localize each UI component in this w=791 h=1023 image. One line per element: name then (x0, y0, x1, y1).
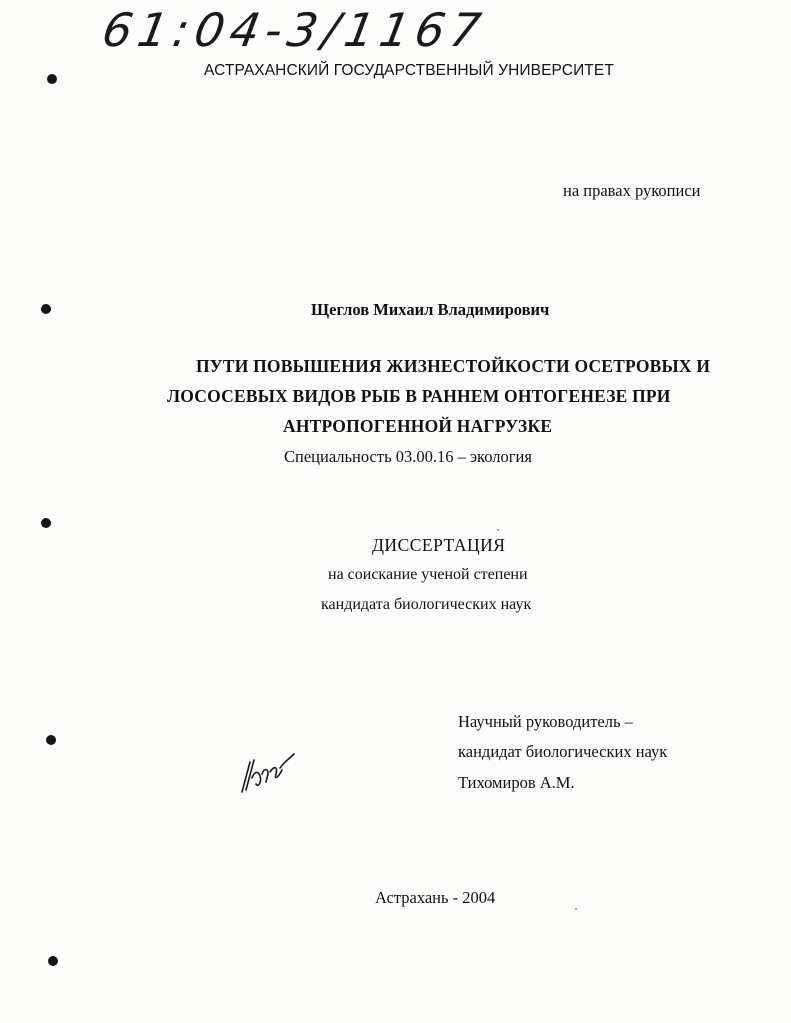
supervisor-line: Научный руководитель – (458, 712, 633, 731)
university-name: АСТРАХАНСКИЙ ГОСУДАРСТВЕННЫЙ УНИВЕРСИТЕТ (204, 62, 614, 79)
scan-speck (497, 529, 499, 531)
signature (236, 748, 298, 796)
punch-hole (41, 304, 51, 314)
degree-line: на соискание ученой степени (328, 566, 528, 583)
punch-hole (41, 518, 51, 528)
dissertation-label: ДИССЕРТАЦИЯ (372, 535, 506, 555)
supervisor-line: кандидат биологических наук (458, 742, 668, 761)
supervisor-line: Тихомиров А.М. (458, 773, 575, 792)
punch-hole (48, 956, 58, 966)
scan-speck (575, 908, 577, 910)
signature-mark (236, 748, 298, 796)
specialty: Специальность 03.00.16 – экология (284, 447, 532, 466)
degree-line: кандидата биологических наук (321, 596, 532, 613)
archive-code (104, 2, 484, 54)
punch-hole (46, 735, 56, 745)
thesis-title-line: АНТРОПОГЕННОЙ НАГРУЗКЕ (283, 416, 553, 436)
archive-code-text: 61:04-3/1167 (104, 3, 484, 54)
manuscript-note: на правах рукописи (563, 181, 701, 200)
punch-hole (47, 74, 57, 84)
archive-code-handwriting (104, 2, 484, 54)
author-name: Щеглов Михаил Владимирович (311, 300, 550, 319)
thesis-title-line: ЛОСОСЕВЫХ ВИДОВ РЫБ В РАННЕМ ОНТОГЕНЕЗЕ ПРИ (167, 386, 671, 406)
thesis-title-line: ПУТИ ПОВЫШЕНИЯ ЖИЗНЕСТОЙКОСТИ ОСЕТРОВЫХ И (196, 356, 711, 376)
city-year: Астрахань - 2004 (375, 888, 496, 907)
